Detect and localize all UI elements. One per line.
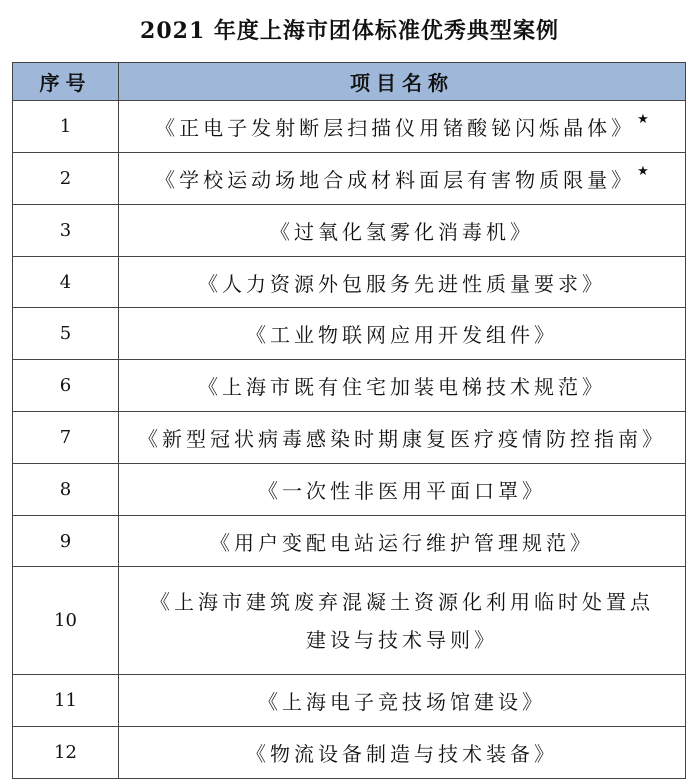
row-index: 5 — [13, 308, 119, 360]
row-name: 《上海市既有住宅加装电梯技术规范》 — [119, 360, 686, 412]
row-name: 《用户变配电站运行维护管理规范》 — [119, 516, 686, 567]
row-index: 7 — [13, 412, 119, 464]
row-name-text: 《正电子发射断层扫描仪用锗酸铋闪烁晶体》 — [155, 116, 636, 140]
row-name: 《过氧化氢雾化消毒机》 — [119, 205, 686, 257]
table-row — [13, 675, 686, 727]
star-icon: ★ — [637, 164, 649, 179]
row-name-line1: 《上海市建筑废弃混凝土资源化利用临时处置点 — [150, 589, 654, 614]
row-index: 2 — [13, 153, 119, 205]
row-index: 10 — [13, 567, 119, 675]
table-header-row — [13, 63, 686, 101]
row-index: 4 — [13, 257, 119, 308]
row-index: 11 — [13, 675, 119, 727]
table-row — [13, 101, 686, 153]
table-row — [13, 205, 686, 257]
row-name: 《物流设备制造与技术装备》 — [119, 727, 686, 779]
header-name: 项目名称 — [119, 63, 686, 101]
header-index: 序号 — [13, 63, 119, 101]
table-row — [13, 257, 686, 308]
row-index: 1 — [13, 101, 119, 153]
row-name: 《新型冠状病毒感染时期康复医疗疫情防控指南》 — [119, 412, 686, 464]
row-name-text: 《学校运动场地合成材料面层有害物质限量》 — [155, 168, 636, 192]
table-row — [13, 727, 686, 779]
row-index: 12 — [13, 727, 119, 779]
table-row — [13, 360, 686, 412]
row-name — [119, 101, 686, 153]
table-row — [13, 308, 686, 360]
star-icon: ★ — [637, 112, 649, 127]
row-name: 《工业物联网应用开发组件》 — [119, 308, 686, 360]
row-name: 《人力资源外包服务先进性质量要求》 — [119, 257, 686, 308]
row-index: 3 — [13, 205, 119, 257]
table-row — [13, 153, 686, 205]
case-table — [12, 62, 686, 779]
row-index: 8 — [13, 464, 119, 516]
row-name: 《一次性非医用平面口罩》 — [119, 464, 686, 516]
row-name — [119, 153, 686, 205]
row-name — [119, 567, 686, 675]
row-index: 9 — [13, 516, 119, 567]
row-name: 《上海电子竞技场馆建设》 — [119, 675, 686, 727]
row-name-line2: 建设与技术导则》 — [306, 627, 498, 652]
row-index: 6 — [13, 360, 119, 412]
table-row — [13, 516, 686, 567]
table-row — [13, 567, 686, 675]
table-row — [13, 412, 686, 464]
table-row — [13, 464, 686, 516]
page-title: 2021 年度上海市团体标准优秀典型案例 — [140, 18, 559, 44]
